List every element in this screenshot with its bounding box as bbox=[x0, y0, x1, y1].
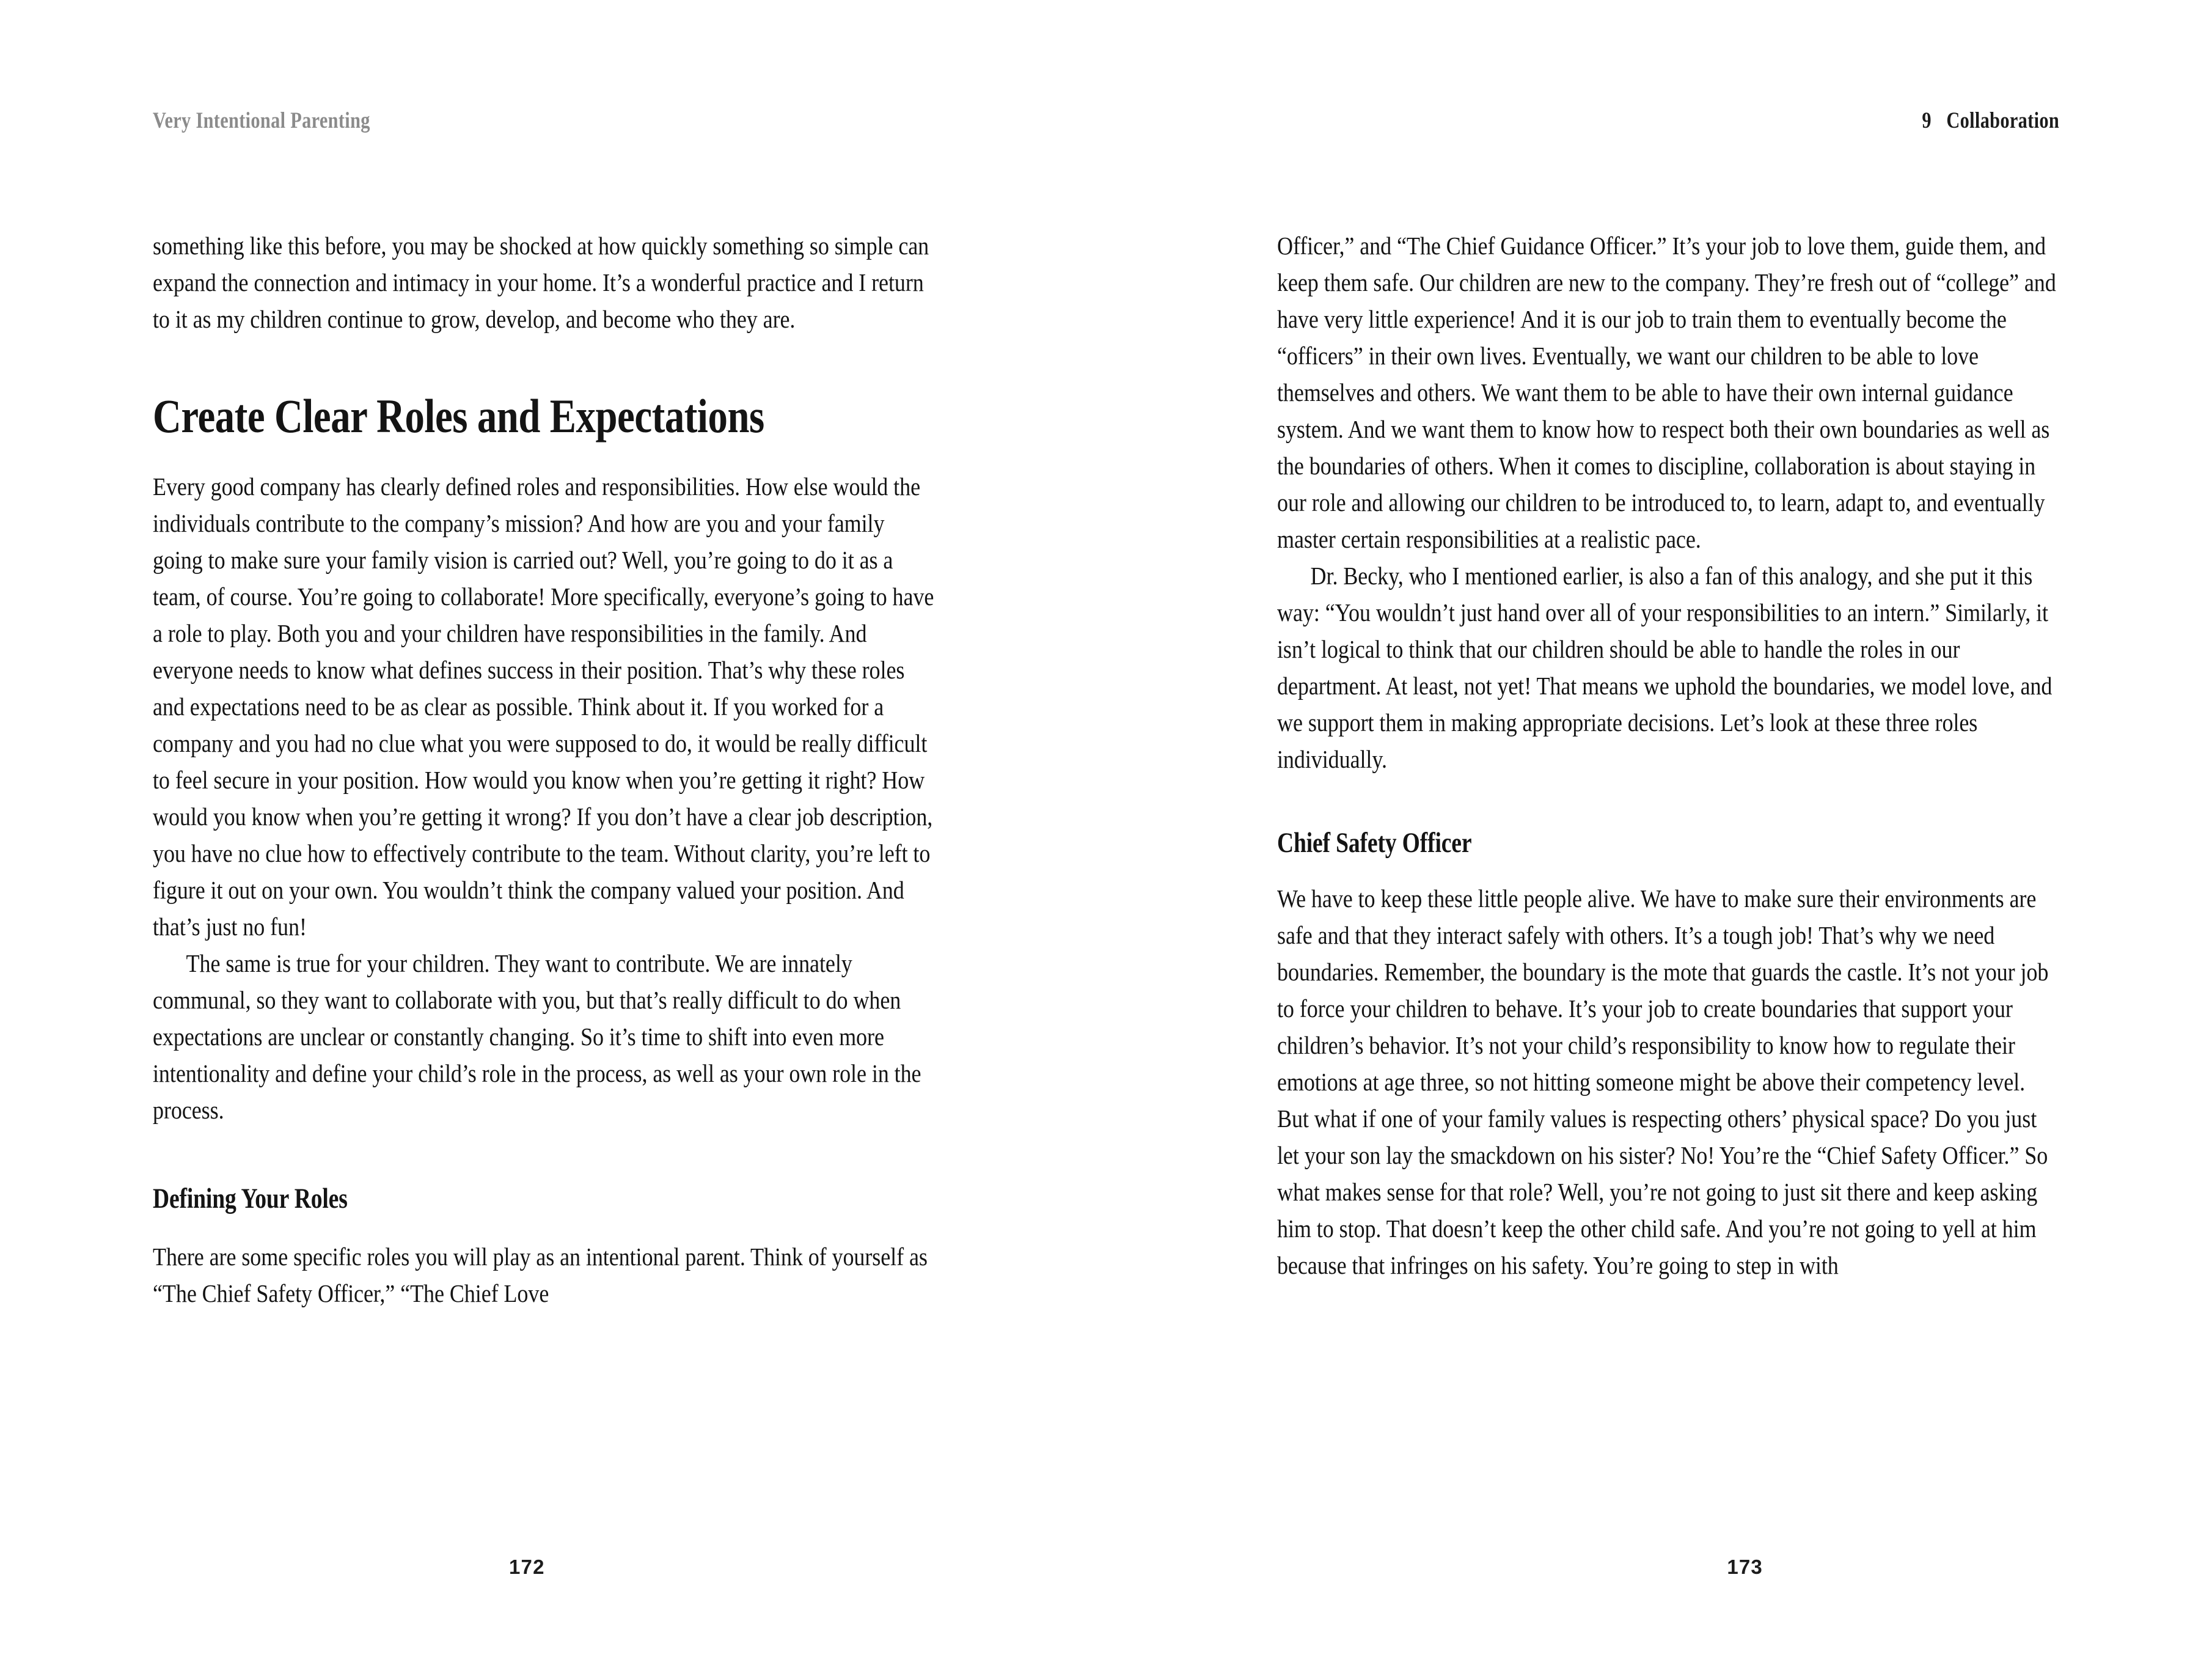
left-paragraph-1: Every good company has clearly defined roles and responsibilities. How else would the individuals contribute to the company’s mission? And how are you and your family going to make sure your family vision is carried out? Well, you’re going to do it as a team, of course. You’re going to collaborate! More specifically, everyone’s going to have a role to play. Both you and your children have responsibilities in the family. And everyone needs to know what defines success in their position. That’s why these roles and expectations need to be as clear as possible. Think about it. If you worked for a company and you had no clue what you were supposed to do, it would be really difficult to feel secure in your position. How would you know when you’re getting it right? How would you know when you’re getting it wrong? If you don’t have a clear job description, you have no clue how to effectively contribute to the team. Without clarity, you’re left to figure it out on your own. You wouldn’t think the company valued your position. And that’s just no fun! bbox=[153, 472, 934, 941]
subhead-chief-safety-officer-wrapper bbox=[1277, 826, 2059, 859]
right-subhead-paragraph: We have to keep these little people alive. We have to make sure their environments are safe and that they interact safely with others. It’s a tough job! That’s why we need boundaries. Remember, the boundary is the mote that guards the castle. It’s not your job to force your children to behave. It’s your job to create boundaries that support your children’s behavior. It’s not your child’s responsibility to know how to regulate their emotions at age three, so not hitting someone might be above their competency level. But what if one of your family values is respecting others’ physical space? Do you just let your son lay the smackdown on his sister? No! You’re the “Chief Safety Officer.” So what makes sense for that role? Well, you’re not going to just sit there and keep asking him to stop. That doesn’t keep the other child safe. And you’re not going to yell at him because that infringes on his safety. You’re going to step in with bbox=[1277, 884, 2049, 1279]
running-head-book-title: Very Intentional Parenting bbox=[153, 108, 370, 133]
left-continued-paragraph: something like this before, you may be shocked at how quickly something so simple can expand the connection and intimacy in your home. It’s a wonderful practice and I return to it as my children continue to grow, develop, and become who they are. bbox=[153, 232, 929, 333]
page-right bbox=[1106, 0, 2212, 1657]
page-number-right: 173 bbox=[1727, 1556, 1763, 1578]
right-continued-paragraph: Officer,” and “The Chief Guidance Officer.” It’s your job to love them, guide them, and keep them safe. Our children are new to the company. They’re fresh out of “college” and have very little experience! And it is our job to train them to eventually become the “officers” in their own lives. Eventually, we want our children to be able to love themselves and others. We want them to be able to have their own internal guidance system. And we want them to know how to respect both their own boundaries as well as the boundaries of others. When it comes to discipline, collaboration is about staying in our role and allowing our children to be introduced to, to learn, adapt to, and eventually master certain responsibilities at a realistic pace. bbox=[1277, 232, 2056, 553]
page-number-left: 172 bbox=[509, 1556, 545, 1578]
running-head-chapter-title: Collaboration bbox=[1946, 108, 2059, 133]
section-title-wrapper bbox=[153, 390, 935, 443]
running-head-chapter-number: 9 bbox=[1922, 108, 1932, 133]
subhead-defining-your-roles-wrapper bbox=[153, 1182, 935, 1215]
left-paragraph-2: The same is true for your children. They want to contribute. We are innately communal, so they want to collaborate with you, but that’s really difficult to do when expectations are unclear or constantly changing. So it’s time to shift into even more intentionality and define your child’s role in the process, as well as your own role in the process. bbox=[153, 949, 921, 1124]
running-head-chapter bbox=[1922, 108, 2059, 134]
left-subhead-paragraph: There are some specific roles you will play as an intentional parent. Think of yourself as “The Chief Safety Officer,” “The Chief Love bbox=[153, 1243, 928, 1307]
subhead-chief-safety-officer: Chief Safety Officer bbox=[1277, 827, 1472, 859]
section-title: Create Clear Roles and Expectations bbox=[153, 389, 764, 443]
left-column-text-block bbox=[153, 227, 935, 1312]
right-column-text-block bbox=[1277, 227, 2059, 1284]
subhead-defining-your-roles: Defining Your Roles bbox=[153, 1183, 348, 1214]
right-paragraph-1: Dr. Becky, who I mentioned earlier, is also a fan of this analogy, and she put it this way: “You wouldn’t just hand over all of your responsibilities to an intern.” Similarly, it isn’t logical to think that our children should be able to handle the roles in our department. At least, not yet! That means we uphold the boundaries, we model love, and we support them in making appropriate decisions. Let’s look at these three roles individually. bbox=[1277, 562, 2053, 773]
